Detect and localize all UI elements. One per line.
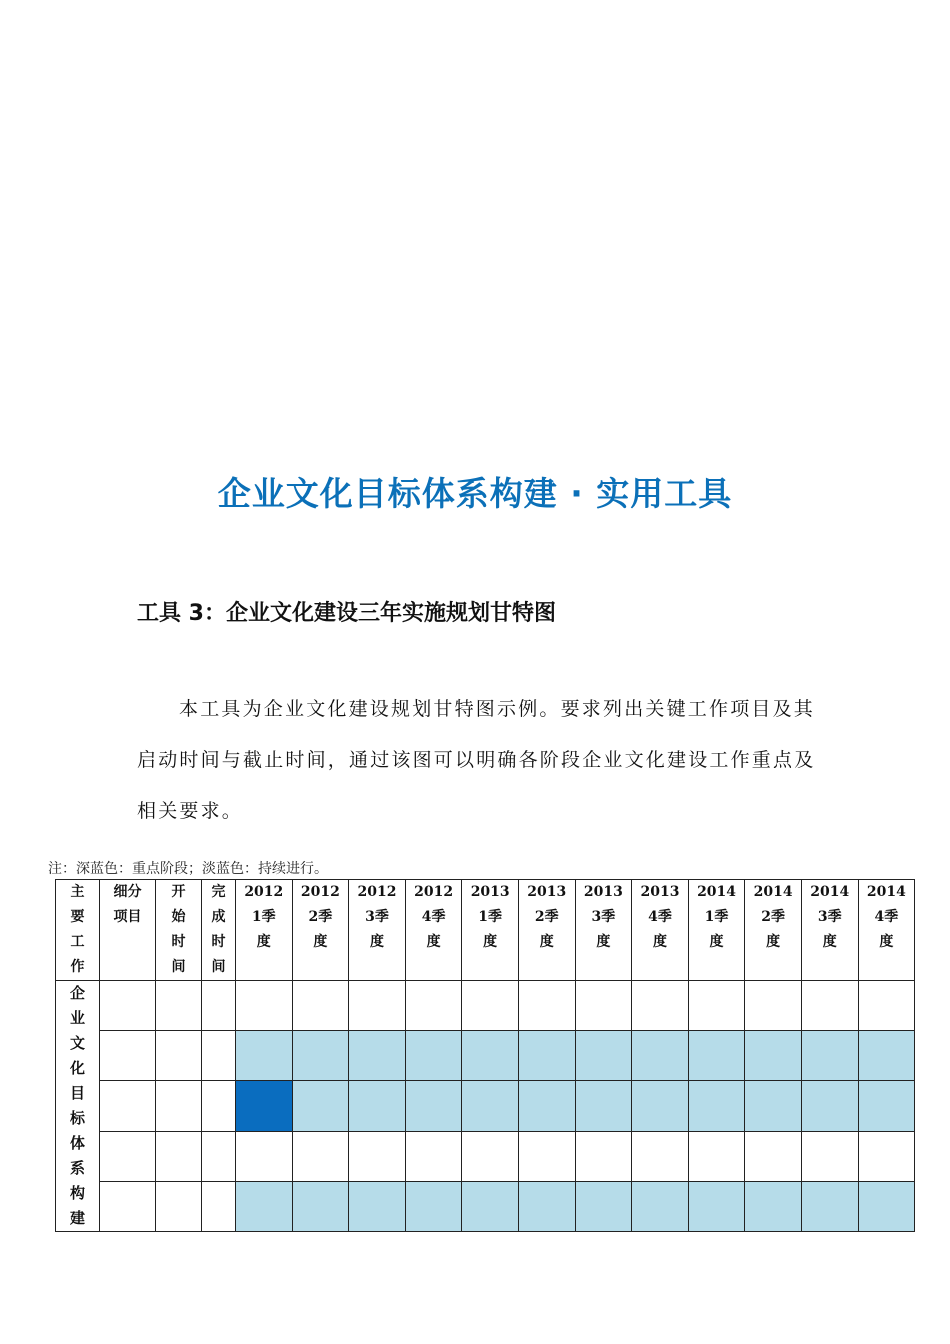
sub-item-cell (100, 1031, 156, 1081)
start-time-cell (156, 1081, 202, 1131)
gantt-table (55, 879, 915, 1232)
gantt-bar-light (236, 1031, 293, 1081)
gantt-bar-light (349, 1081, 406, 1131)
gantt-bar-dark (236, 1081, 293, 1131)
end-time-cell (202, 1131, 236, 1181)
gantt-cell-empty (349, 1131, 406, 1181)
header-quarter: 2014 1季 度 (688, 880, 745, 981)
legend-note: 注：深蓝色：重点阶段；淡蓝色：持续进行。 (48, 861, 328, 877)
gantt-cell-empty (292, 981, 349, 1031)
sub-item-cell (100, 981, 156, 1031)
gantt-bar-light (575, 1031, 632, 1081)
gantt-bar-light (632, 1181, 689, 1231)
header-row (56, 880, 915, 981)
start-time-cell (156, 1181, 202, 1231)
gantt-cell-empty (462, 1131, 519, 1181)
gantt-cell-empty (405, 981, 462, 1031)
end-time-cell (202, 1181, 236, 1231)
header-quarter: 2012 1季 度 (236, 880, 293, 981)
header-main-work: 主 要 工 作 (56, 880, 100, 981)
gantt-bar-light (462, 1031, 519, 1081)
gantt-bar-light (405, 1081, 462, 1131)
table-row (56, 1081, 915, 1131)
gantt-bar-light (405, 1181, 462, 1231)
table-row (56, 1031, 915, 1081)
main-work-cell: 企 业 文 化 目 标 体 系 构 建 (56, 981, 100, 1232)
gantt-cell-empty (688, 981, 745, 1031)
gantt-bar-light (801, 1081, 858, 1131)
gantt-cell-empty (745, 981, 802, 1031)
gantt-bar-light (236, 1181, 293, 1231)
gantt-bar-light (745, 1031, 802, 1081)
page-title: 企业文化目标体系构建 · 实用工具 (217, 474, 733, 513)
header-quarter: 2013 3季 度 (575, 880, 632, 981)
header-quarter: 2014 4季 度 (858, 880, 915, 981)
header-sub-item: 细分 项目 (100, 880, 156, 981)
gantt-bar-light (858, 1031, 915, 1081)
sub-item-cell (100, 1081, 156, 1131)
gantt-bar-light (405, 1031, 462, 1081)
header-quarter: 2013 2季 度 (518, 880, 575, 981)
tool-subtitle: 工具 3：企业文化建设三年实施规划甘特图 (137, 601, 556, 626)
header-end-time: 完 成 时 间 (202, 880, 236, 981)
gantt-bar-light (801, 1181, 858, 1231)
gantt-cell-empty (801, 1131, 858, 1181)
gantt-bar-light (518, 1081, 575, 1131)
gantt-bar-light (462, 1181, 519, 1231)
start-time-cell (156, 981, 202, 1031)
header-quarter: 2012 2季 度 (292, 880, 349, 981)
header-quarter: 2014 2季 度 (745, 880, 802, 981)
start-time-cell (156, 1131, 202, 1181)
gantt-bar-light (518, 1181, 575, 1231)
gantt-bar-light (292, 1081, 349, 1131)
header-start-time: 开 始 时 间 (156, 880, 202, 981)
header-quarter: 2012 4季 度 (405, 880, 462, 981)
gantt-cell-empty (632, 981, 689, 1031)
gantt-bar-light (858, 1081, 915, 1131)
end-time-cell (202, 981, 236, 1031)
start-time-cell (156, 1031, 202, 1081)
sub-item-cell (100, 1181, 156, 1231)
gantt-cell-empty (801, 981, 858, 1031)
gantt-bar-light (688, 1031, 745, 1081)
gantt-cell-empty (688, 1131, 745, 1181)
gantt-bar-light (518, 1031, 575, 1081)
gantt-cell-empty (518, 981, 575, 1031)
gantt-cell-empty (575, 1131, 632, 1181)
gantt-bar-light (292, 1181, 349, 1231)
gantt-bar-light (858, 1181, 915, 1231)
gantt-bar-light (349, 1031, 406, 1081)
gantt-bar-light (688, 1181, 745, 1231)
gantt-cell-empty (349, 981, 406, 1031)
end-time-cell (202, 1081, 236, 1131)
sub-item-cell (100, 1131, 156, 1181)
gantt-bar-light (575, 1181, 632, 1231)
end-time-cell (202, 1031, 236, 1081)
gantt-bar-light (632, 1081, 689, 1131)
gantt-bar-light (349, 1181, 406, 1231)
intro-paragraph: 本工具为企业文化建设规划甘特图示例。要求列出关键工作项目及其启动时间与截止时间，通过该图可以明确各阶段企业文化建设工作重点及相关要求。 (137, 698, 816, 822)
gantt-cell-empty (292, 1131, 349, 1181)
gantt-cell-empty (632, 1131, 689, 1181)
gantt-bar-light (632, 1031, 689, 1081)
gantt-bar-light (745, 1181, 802, 1231)
header-quarter: 2013 1季 度 (462, 880, 519, 981)
gantt-cell-empty (236, 1131, 293, 1181)
gantt-bar-light (745, 1081, 802, 1131)
gantt-cell-empty (405, 1131, 462, 1181)
header-quarter: 2013 4季 度 (632, 880, 689, 981)
header-quarter: 2012 3季 度 (349, 880, 406, 981)
table-row (56, 1131, 915, 1181)
gantt-cell-empty (745, 1131, 802, 1181)
gantt-cell-empty (518, 1131, 575, 1181)
gantt-cell-empty (858, 981, 915, 1031)
gantt-cell-empty (575, 981, 632, 1031)
gantt-cell-empty (858, 1131, 915, 1181)
gantt-cell-empty (236, 981, 293, 1031)
gantt-bar-light (801, 1031, 858, 1081)
gantt-bar-light (575, 1081, 632, 1131)
gantt-bar-light (292, 1031, 349, 1081)
table-row (56, 981, 915, 1031)
gantt-bar-light (462, 1081, 519, 1131)
gantt-bar-light (688, 1081, 745, 1131)
table-row (56, 1181, 915, 1231)
header-quarter: 2014 3季 度 (801, 880, 858, 981)
gantt-cell-empty (462, 981, 519, 1031)
